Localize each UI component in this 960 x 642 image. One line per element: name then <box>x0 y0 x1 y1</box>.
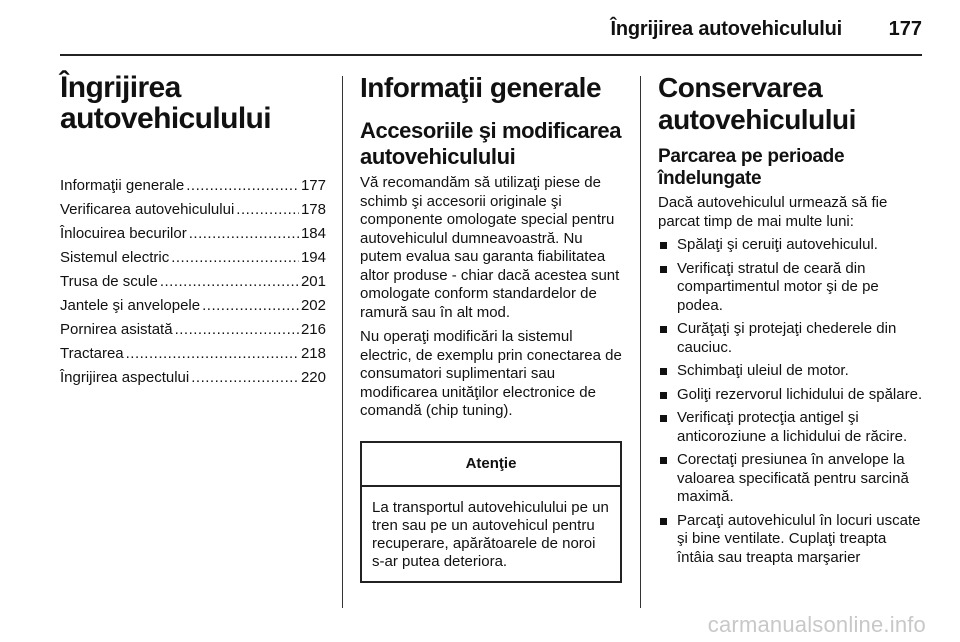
list-item: Verificaţi stratul de ceară din compartimentul motor şi de pe podea. <box>658 260 924 316</box>
watermark: carmanualsonline.info <box>707 612 926 637</box>
list-item: Spălaţi şi ceruiţi autovehiculul. <box>658 236 924 255</box>
toc-item[interactable]: Verificarea autovehiculului ..... 178 <box>60 198 326 222</box>
table-of-contents <box>60 174 326 390</box>
toc-item[interactable]: Înlocuirea becurilor ..... 184 <box>60 222 326 246</box>
page-header <box>0 0 960 52</box>
subsection-heading: Parcarea pe perioade îndelungate <box>658 146 845 189</box>
square-bullet-icon <box>660 266 667 273</box>
toc-item[interactable]: Trusa de scule ..... 201 <box>60 270 326 294</box>
square-bullet-icon <box>660 392 667 399</box>
chapter-column <box>60 72 326 390</box>
list-item: Verificaţi protecţia antigel şi anticoroziune a lichidului de răcire. <box>658 409 924 446</box>
square-bullet-icon <box>660 457 667 464</box>
square-bullet-icon <box>660 415 667 422</box>
column-divider-2 <box>640 76 641 608</box>
chapter-title: Îngrijirea autovehiculului <box>60 71 272 135</box>
square-bullet-icon <box>660 368 667 375</box>
list-item: Corectaţi presiunea în anvelope la valoarea specificată pentru sarcină maximă. <box>658 451 924 507</box>
toc-item[interactable]: Pornirea asistată ..... 216 <box>60 318 326 342</box>
storage-checklist <box>658 236 924 567</box>
page-number: 177 <box>888 18 922 40</box>
body-paragraph: Dacă autovehiculul urmează să fie parcat timp de mai multe luni: <box>658 194 888 230</box>
section-heading: Informaţii generale <box>360 72 602 103</box>
warning-box <box>360 441 622 583</box>
section-heading: Conservarea autovehiculului <box>658 72 856 135</box>
subsection-heading: Accesoriile şi modificarea autovehiculului <box>360 118 622 169</box>
body-paragraph: Nu operaţi modificări la sistemul electric, de exemplu prin conectarea de consumatori suplimentari sau modificarea unităţilor electronice de comandă (chip tuning). <box>360 328 622 419</box>
toc-item[interactable]: Jantele şi anvelopele ..... 202 <box>60 294 326 318</box>
general-info-column <box>360 72 622 583</box>
body-paragraph: Vă recomandăm să utilizaţi piese de schimb şi accesorii originale şi componente omologate special pentru autovehiculul dumneavoastră. Nu putem evalua sau garanta fiabilitatea altor produse - chiar dacă acestea sunt omologate conform standardelor de ramură sau în alt mod. <box>360 174 620 321</box>
toc-item[interactable]: Îngrijirea aspectului ..... 220 <box>60 366 326 390</box>
list-item: Parcaţi autovehiculul în locuri uscate şi bine ventilate. Cuplaţi treapta întâia sau treapta marşarier <box>658 512 924 568</box>
square-bullet-icon <box>660 326 667 333</box>
column-divider-1 <box>342 76 343 608</box>
warning-title: Atenţie <box>362 443 620 487</box>
square-bullet-icon <box>660 518 667 525</box>
toc-item[interactable]: Sistemul electric ..... 194 <box>60 246 326 270</box>
square-bullet-icon <box>660 242 667 249</box>
list-item: Schimbaţi uleiul de motor. <box>658 362 924 381</box>
list-item: Curăţaţi şi protejaţi chederele din cauciuc. <box>658 320 924 357</box>
warning-text: La transportul autovehiculului pe un tren sau pe un autovehicul pentru recuperare, apărătoarele de noroi s-ar putea deteriora. <box>372 498 609 570</box>
list-item: Goliţi rezervorul lichidului de spălare. <box>658 386 924 405</box>
running-header-title: Îngrijirea autovehiculului <box>610 18 842 40</box>
toc-item[interactable]: Tractarea ..... 218 <box>60 342 326 366</box>
storage-column <box>658 72 924 567</box>
toc-item[interactable]: Informaţii generale ..... 177 <box>60 174 326 198</box>
header-divider <box>60 54 922 56</box>
